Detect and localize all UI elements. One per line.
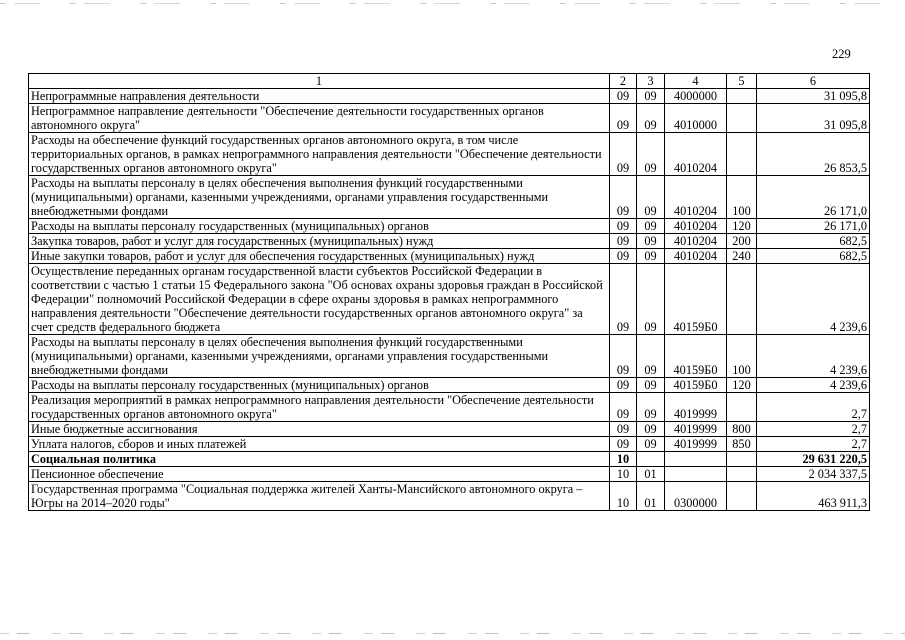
row-expense-type-cell (727, 452, 757, 467)
row-subsection-cell: 09 (637, 249, 665, 264)
row-name-cell: Расходы на выплаты персоналу в целях обеспечения выполнения функций государственными (муниципальными) органами, казенными учреждениями, органами управления государственными внебюджетными фондами (29, 335, 610, 378)
column-header-name: 1 (29, 74, 610, 89)
row-amount-cell: 26 171,0 (757, 176, 870, 219)
row-amount-cell: 2,7 (757, 422, 870, 437)
row-amount-cell: 4 239,6 (757, 378, 870, 393)
row-amount-cell: 31 095,8 (757, 104, 870, 133)
row-name-cell: Иные бюджетные ассигнования (29, 422, 610, 437)
scan-artifact-bottom (0, 633, 905, 634)
table-row (29, 393, 870, 422)
row-amount-cell: 2,7 (757, 437, 870, 452)
row-name-cell: Иные закупки товаров, работ и услуг для обеспечения государственных (муниципальных) нужд (29, 249, 610, 264)
row-expense-type-cell (727, 482, 757, 511)
row-target-item-cell (665, 467, 727, 482)
row-target-item-cell: 40159Б0 (665, 264, 727, 335)
table-row (29, 482, 870, 511)
row-expense-type-cell: 850 (727, 437, 757, 452)
row-amount-cell: 26 853,5 (757, 133, 870, 176)
row-target-item-cell: 4010204 (665, 249, 727, 264)
row-amount-cell: 29 631 220,5 (757, 452, 870, 467)
row-amount-cell: 26 171,0 (757, 219, 870, 234)
row-section-cell: 09 (610, 378, 637, 393)
row-subsection-cell: 09 (637, 219, 665, 234)
row-amount-cell: 4 239,6 (757, 335, 870, 378)
row-subsection-cell: 09 (637, 176, 665, 219)
row-target-item-cell: 4019999 (665, 437, 727, 452)
row-amount-cell: 682,5 (757, 234, 870, 249)
column-header-target-item: 4 (665, 74, 727, 89)
table-row (29, 133, 870, 176)
row-section-cell: 09 (610, 249, 637, 264)
row-expense-type-cell (727, 89, 757, 104)
row-expense-type-cell: 120 (727, 219, 757, 234)
row-subsection-cell: 09 (637, 422, 665, 437)
row-section-cell: 09 (610, 89, 637, 104)
row-expense-type-cell (727, 393, 757, 422)
table-row (29, 176, 870, 219)
row-section-cell: 10 (610, 452, 637, 467)
row-section-cell: 09 (610, 393, 637, 422)
row-name-cell: Уплата налогов, сборов и иных платежей (29, 437, 610, 452)
table-row (29, 452, 870, 467)
row-section-cell: 10 (610, 467, 637, 482)
row-expense-type-cell: 100 (727, 335, 757, 378)
column-header-subsection: 3 (637, 74, 665, 89)
table-row (29, 89, 870, 104)
row-target-item-cell: 4010000 (665, 104, 727, 133)
row-subsection-cell: 09 (637, 378, 665, 393)
table-row (29, 249, 870, 264)
row-target-item-cell: 40159Б0 (665, 378, 727, 393)
row-amount-cell: 2 034 337,5 (757, 467, 870, 482)
row-section-cell: 09 (610, 219, 637, 234)
table-row (29, 378, 870, 393)
row-expense-type-cell (727, 264, 757, 335)
row-section-cell: 09 (610, 234, 637, 249)
page-number: 229 (832, 47, 851, 61)
row-subsection-cell (637, 452, 665, 467)
row-expense-type-cell (727, 467, 757, 482)
budget-table (28, 73, 870, 511)
row-name-cell: Непрограммное направление деятельности "Обеспечение деятельности государственных органов автономного округа" (29, 104, 610, 133)
table-row (29, 264, 870, 335)
row-subsection-cell: 01 (637, 467, 665, 482)
row-expense-type-cell: 240 (727, 249, 757, 264)
row-name-cell: Осуществление переданных органам государственной власти субъектов Российской Федерации в соответствии с частью 1 статьи 15 Федерального закона "Об основах охраны здоровья граждан в Российской Федерации" полномочий Российской Федерации в сфере охраны здоровья в рамках непрограммного направления деятельности "Обеспечение деятельности государственных органов автономного округа" за счет средств федерального бюджета (29, 264, 610, 335)
row-section-cell: 10 (610, 482, 637, 511)
row-amount-cell: 463 911,3 (757, 482, 870, 511)
table-row (29, 335, 870, 378)
row-section-cell: 09 (610, 104, 637, 133)
row-name-cell: Расходы на выплаты персоналу государственных (муниципальных) органов (29, 378, 610, 393)
row-amount-cell: 2,7 (757, 393, 870, 422)
row-section-cell: 09 (610, 335, 637, 378)
row-target-item-cell: 4010204 (665, 219, 727, 234)
column-number-header-row (29, 74, 870, 89)
row-subsection-cell: 09 (637, 104, 665, 133)
row-expense-type-cell (727, 133, 757, 176)
row-section-cell: 09 (610, 133, 637, 176)
row-name-cell: Социальная политика (29, 452, 610, 467)
row-section-cell: 09 (610, 422, 637, 437)
row-name-cell: Реализация мероприятий в рамках непрограммного направления деятельности "Обеспечение деятельности государственных органов автономного округа" (29, 393, 610, 422)
table-row (29, 422, 870, 437)
row-subsection-cell: 09 (637, 393, 665, 422)
row-subsection-cell: 09 (637, 264, 665, 335)
row-target-item-cell: 4019999 (665, 422, 727, 437)
scan-artifact-top (0, 3, 905, 4)
row-name-cell: Пенсионное обеспечение (29, 467, 610, 482)
row-subsection-cell: 01 (637, 482, 665, 511)
row-subsection-cell: 09 (637, 133, 665, 176)
row-amount-cell: 4 239,6 (757, 264, 870, 335)
row-subsection-cell: 09 (637, 335, 665, 378)
budget-table-body (29, 89, 870, 511)
row-section-cell: 09 (610, 437, 637, 452)
row-target-item-cell: 4010204 (665, 133, 727, 176)
row-expense-type-cell: 120 (727, 378, 757, 393)
row-subsection-cell: 09 (637, 89, 665, 104)
row-name-cell: Государственная программа "Социальная поддержка жителей Ханты-Мансийского автономного округа – Югры на 2014–2020 годы" (29, 482, 610, 511)
row-amount-cell: 31 095,8 (757, 89, 870, 104)
row-name-cell: Расходы на обеспечение функций государственных органов автономного округа, в том числе территориальных органов, в рамках непрограммного направления деятельности "Обеспечение деятельности государственных органов автономного округа" (29, 133, 610, 176)
table-row (29, 437, 870, 452)
row-target-item-cell: 40159Б0 (665, 335, 727, 378)
row-target-item-cell (665, 452, 727, 467)
row-amount-cell: 682,5 (757, 249, 870, 264)
row-name-cell: Закупка товаров, работ и услуг для государственных (муниципальных) нужд (29, 234, 610, 249)
table-row (29, 219, 870, 234)
row-name-cell: Расходы на выплаты персоналу в целях обеспечения выполнения функций государственными (муниципальными) органами, казенными учреждениями, органами управления государственными внебюджетными фондами (29, 176, 610, 219)
row-target-item-cell: 4000000 (665, 89, 727, 104)
column-header-expense-type: 5 (727, 74, 757, 89)
row-expense-type-cell (727, 104, 757, 133)
table-row (29, 467, 870, 482)
column-header-amount: 6 (757, 74, 870, 89)
row-target-item-cell: 0300000 (665, 482, 727, 511)
row-target-item-cell: 4019999 (665, 393, 727, 422)
row-name-cell: Расходы на выплаты персоналу государственных (муниципальных) органов (29, 219, 610, 234)
row-section-cell: 09 (610, 264, 637, 335)
row-name-cell: Непрограммные направления деятельности (29, 89, 610, 104)
row-target-item-cell: 4010204 (665, 176, 727, 219)
row-subsection-cell: 09 (637, 437, 665, 452)
row-expense-type-cell: 800 (727, 422, 757, 437)
column-header-section: 2 (610, 74, 637, 89)
row-section-cell: 09 (610, 176, 637, 219)
table-row (29, 234, 870, 249)
row-expense-type-cell: 200 (727, 234, 757, 249)
row-target-item-cell: 4010204 (665, 234, 727, 249)
row-expense-type-cell: 100 (727, 176, 757, 219)
table-row (29, 104, 870, 133)
row-subsection-cell: 09 (637, 234, 665, 249)
